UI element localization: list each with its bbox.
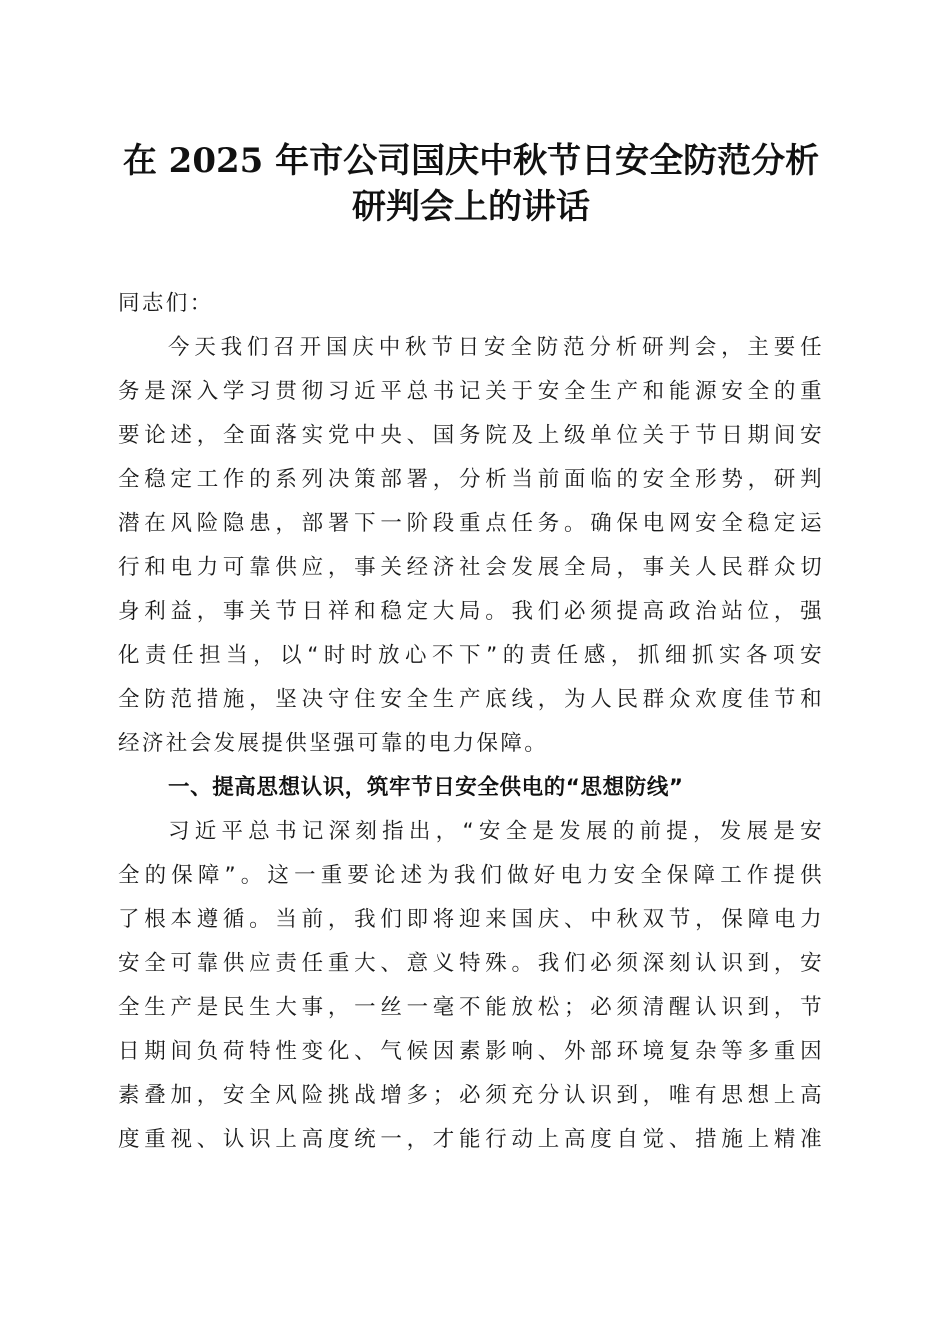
document-title: [118, 138, 824, 230]
text-line: 全生产是民生大事，一丝一毫不能放松；必须清醒认识到，节: [118, 995, 824, 1020]
text-line: 务是深入学习贯彻习近平总书记关于安全生产和能源安全的重: [118, 379, 824, 404]
text-line: 度重视、认识上高度统一，才能行动上高度自觉、措施上精准: [118, 1127, 824, 1152]
text-line: 要论述，全面落实党中央、国务院及上级单位关于节日期间安: [118, 423, 824, 448]
text-line: 潜在风险隐患，部署下一阶段重点任务。确保电网安全稳定运: [118, 511, 824, 536]
text-line: 行和电力可靠供应，事关经济社会发展全局，事关人民群众切: [118, 555, 824, 580]
text-line: 了根本遵循。当前，我们即将迎来国庆、中秋双节，保障电力: [118, 907, 824, 932]
title-line: 研判会上的讲话: [352, 187, 590, 227]
text-line: 全稳定工作的系列决策部署，分析当前面临的安全形势，研判: [118, 467, 824, 492]
text-line: 身利益，事关节日祥和稳定大局。我们必须提高政治站位，强: [118, 599, 824, 624]
text-line: 安全可靠供应责任重大、意义特殊。我们必须深刻认识到，安: [118, 951, 824, 976]
text-line: 素叠加，安全风险挑战增多；必须充分认识到，唯有思想上高: [118, 1083, 824, 1108]
text-line: 全防范措施，坚决守住安全生产底线，为人民群众欢度佳节和: [118, 687, 824, 712]
text-line: 习近平总书记深刻指出，“安全是发展的前提，发展是安: [168, 819, 824, 844]
section-paragraph: [118, 810, 824, 1162]
text-line: 今天我们召开国庆中秋节日安全防范分析研判会，主要任: [168, 335, 824, 360]
salutation: 同志们：: [118, 291, 214, 316]
text-line: 日期间负荷特性变化、气候因素影响、外部环境复杂等多重因: [118, 1039, 824, 1064]
text-line: 经济社会发展提供坚强可靠的电力保障。: [118, 731, 549, 756]
document-page: [118, 138, 824, 1162]
text-line: 全的保障”。这一重要论述为我们做好电力安全保障工作提供: [118, 863, 824, 888]
section-heading: 一、提高思想认识，筑牢节日安全供电的“思想防线”: [168, 775, 684, 800]
text-line: 化责任担当，以“时时放心不下”的责任感，抓细抓实各项安: [118, 643, 824, 668]
intro-paragraph: [118, 326, 824, 766]
title-line: 在 2025 年市公司国庆中秋节日安全防范分析: [122, 141, 820, 181]
